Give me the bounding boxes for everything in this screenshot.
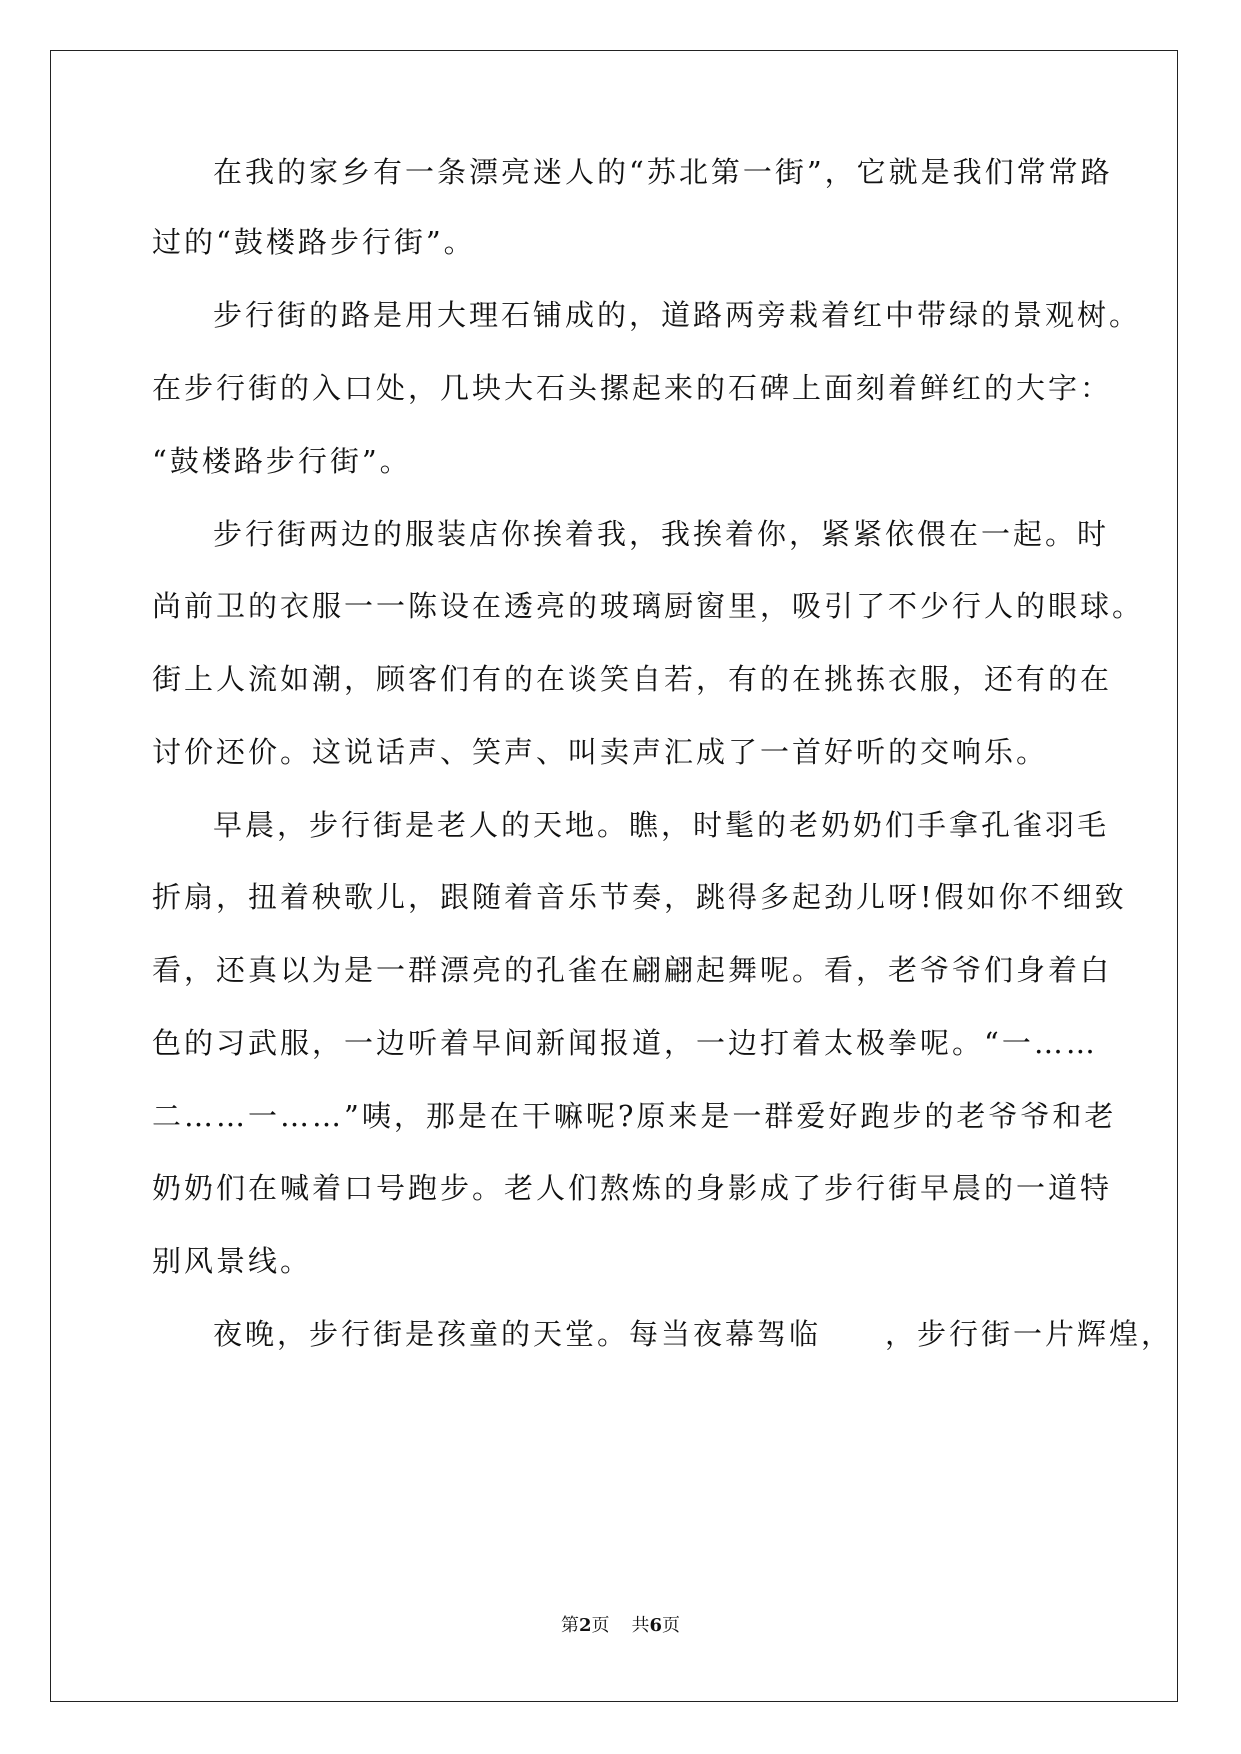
paragraph-2-line-1: 步行街的路是用大理石铺成的，道路两旁栽着红中带绿的景观树。 [213, 298, 1142, 332]
paragraph-3-line-4: 讨价还价。这说话声、笑声、叫卖声汇成了一首好听的交响乐。 [152, 735, 1049, 769]
paragraph-4-line-1: 早晨，步行街是老人的天地。瞧，时髦的老奶奶们手拿孔雀羽毛 [213, 808, 1110, 842]
paragraph-4-line-2: 折扇，扭着秧歌儿，跟随着音乐节奏，跳得多起劲儿呀!假如你不细致 [152, 880, 1127, 914]
page-footer [0, 1614, 1241, 1638]
paragraph-5-line-1: 夜晚，步行街是孩童的天堂。每当夜幕驾临 ，步行街一片辉煌， [213, 1317, 1174, 1351]
footer-page-current: 2 [578, 1615, 592, 1636]
footer-page-unit: 页 [591, 1615, 610, 1636]
paragraph-1-line-2: 过的“鼓楼路步行街”。 [152, 225, 476, 259]
paragraph-4-line-3: 看，还真以为是一群漂亮的孔雀在翩翩起舞呢。看，老爷爷们身着白 [152, 953, 1113, 987]
paragraph-2-line-2: 在步行街的入口处，几块大石头摞起来的石碑上面刻着鲜红的大字： [152, 371, 1113, 405]
footer-page-prefix: 第 [560, 1615, 579, 1636]
paragraph-4-line-6: 奶奶们在喊着口号跑步。老人们熬炼的身影成了步行街早晨的一道特 [152, 1171, 1113, 1205]
footer-page-total: 6 [649, 1615, 663, 1636]
paragraph-1-line-1: 在我的家乡有一条漂亮迷人的“苏北第一街”，它就是我们常常路 [213, 155, 1113, 189]
paragraph-4-line-7: 别风景线。 [152, 1244, 313, 1278]
footer-total-unit: 页 [662, 1615, 681, 1636]
footer-total-prefix: 共 [631, 1615, 650, 1636]
paragraph-4-line-5: 二……一……”咦，那是在干嘛呢?原来是一群爱好跑步的老爷爷和老 [152, 1099, 1117, 1133]
paragraph-4-line-4: 色的习武服，一边听着早间新闻报道，一边打着太极拳呢。“一…… [152, 1026, 1098, 1060]
paragraph-3-line-2: 尚前卫的衣服一一陈设在透亮的玻璃厨窗里，吸引了不少行人的眼球。 [152, 589, 1145, 623]
paragraph-3-line-3: 街上人流如潮，顾客们有的在谈笑自若，有的在挑拣衣服，还有的在 [152, 662, 1113, 696]
paragraph-3-line-1: 步行街两边的服装店你挨着我，我挨着你，紧紧依偎在一起。时 [213, 517, 1110, 551]
paragraph-2-line-3: “鼓楼路步行街”。 [152, 444, 412, 478]
